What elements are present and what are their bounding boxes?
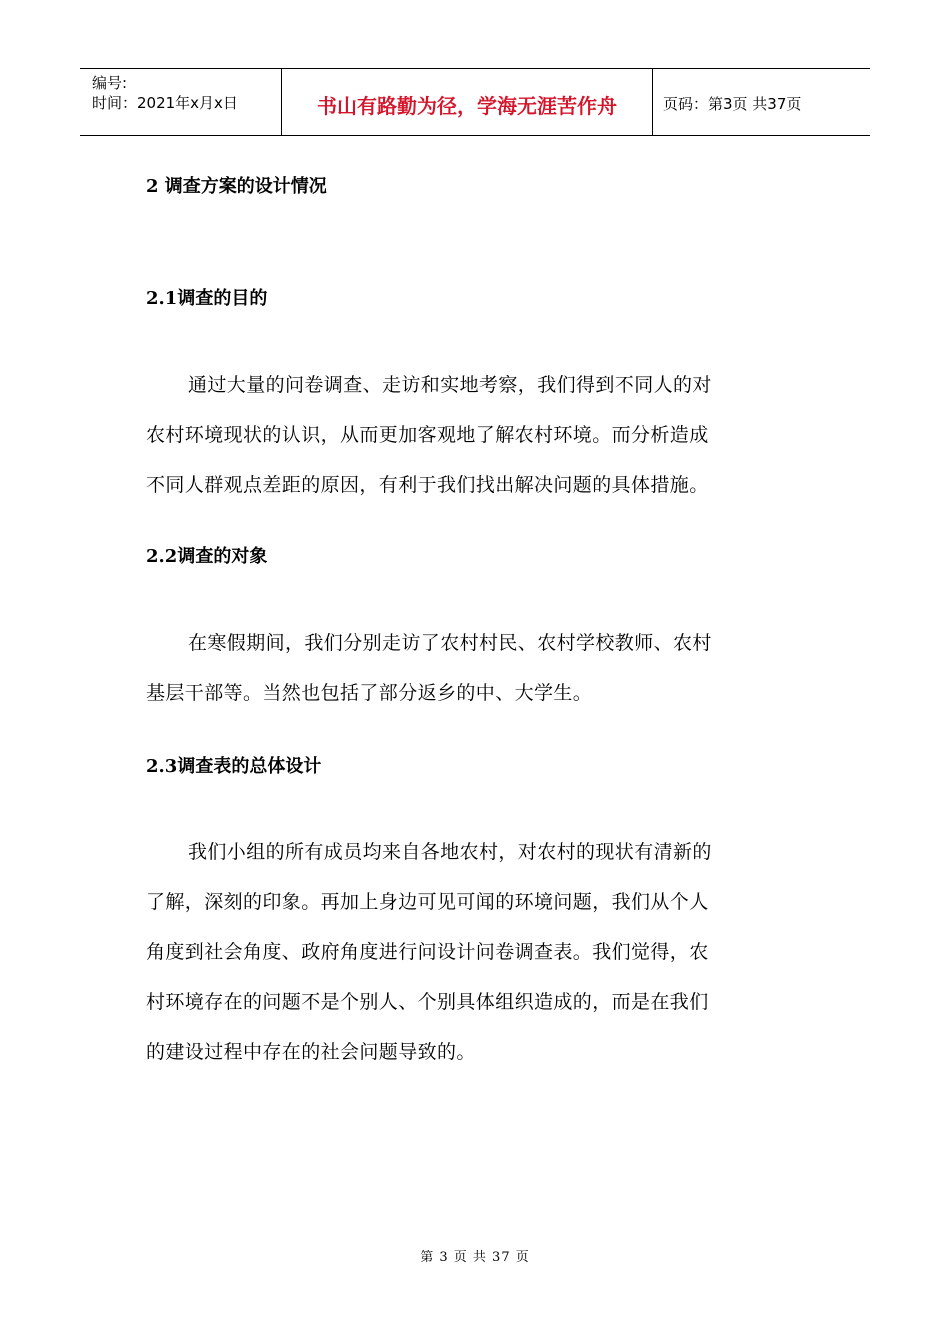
paragraph-line: 村环境存在的问题不是个别人、个别具体组织造成的，而是在我们 bbox=[146, 991, 709, 1013]
serial-number-label: 编号: bbox=[92, 74, 128, 92]
paragraph-line: 不同人群观点差距的原因，有利于我们找出解决问题的具体措施。 bbox=[146, 474, 709, 496]
page-footer: 第 3 页 共 37 页 bbox=[420, 1250, 530, 1265]
header-page-info: 页码：第3页 共37页 bbox=[663, 94, 802, 113]
page-header bbox=[80, 68, 870, 136]
section-title: 2 调查方案的设计情况 bbox=[146, 176, 327, 197]
motto-text: 书山有路勤为径，学海无涯苦作舟 bbox=[317, 93, 617, 118]
header-page-cell bbox=[653, 69, 870, 135]
date-label: 时间：2021年x月x日 bbox=[92, 94, 238, 112]
paragraph-line: 角度到社会角度、政府角度进行问设计问卷调查表。我们觉得，农 bbox=[146, 941, 709, 963]
paragraph-line: 的建设过程中存在的社会问题导致的。 bbox=[146, 1041, 476, 1063]
paragraph-line: 农村环境现状的认识，从而更加客观地了解农村环境。而分析造成 bbox=[146, 424, 709, 446]
paragraph-line: 通过大量的问卷调查、走访和实地考察，我们得到不同人的对 bbox=[188, 374, 712, 396]
header-meta-cell bbox=[80, 69, 282, 135]
subsection-heading-purpose: 2.1调查的目的 bbox=[146, 288, 268, 309]
paragraph-line: 在寒假期间，我们分别走访了农村村民、农村学校教师、农村 bbox=[188, 632, 712, 654]
subsection-heading-subjects: 2.2调查的对象 bbox=[146, 546, 268, 567]
subsection-heading-design: 2.3调查表的总体设计 bbox=[146, 756, 322, 777]
paragraph-line: 了解，深刻的印象。再加上身边可见可闻的环境问题，我们从个人 bbox=[146, 891, 709, 913]
header-motto-cell bbox=[282, 69, 653, 135]
paragraph-line: 基层干部等。当然也包括了部分返乡的中、大学生。 bbox=[146, 682, 593, 704]
paragraph-design bbox=[146, 827, 806, 1077]
paragraph-purpose bbox=[146, 360, 806, 510]
paragraph-subjects bbox=[146, 618, 806, 718]
paragraph-line: 我们小组的所有成员均来自各地农村，对农村的现状有清新的 bbox=[188, 841, 712, 863]
